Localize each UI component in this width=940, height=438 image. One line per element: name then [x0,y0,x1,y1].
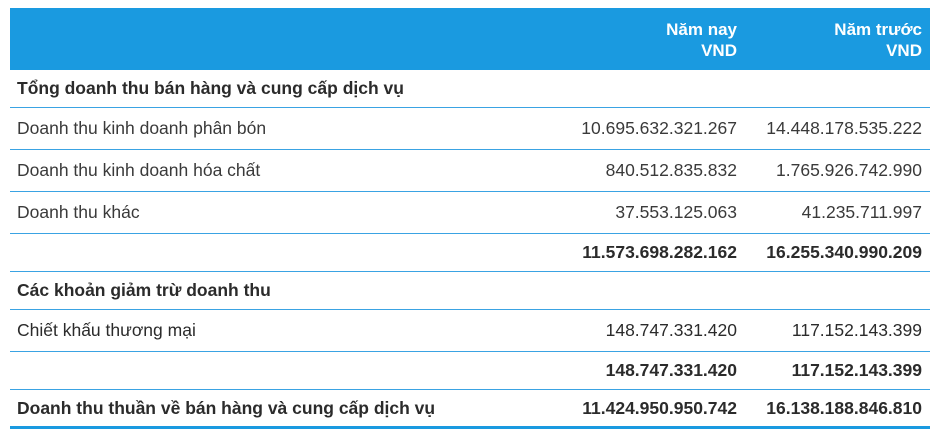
table-row [10,310,930,352]
row-label: Chiết khấu thương mại [17,320,196,340]
row-current-value: 10.695.632.321.267 [581,118,737,138]
header-previous-title: Năm trước [834,20,922,39]
row-current-value: 37.553.125.063 [615,202,737,222]
row-previous-value: 117.152.143.399 [791,320,922,340]
subtotal-previous-value: 16.255.340.990.209 [766,242,922,262]
row-current-value: 840.512.835.832 [605,160,737,180]
section-title-label: Tổng doanh thu bán hàng và cung cấp dịch vụ [17,78,404,98]
subtotal-current-value: 148.747.331.420 [605,360,737,380]
section-title-label: Các khoản giảm trừ doanh thu [17,280,271,300]
table-header [10,8,930,70]
revenue-subtotal-row [10,234,930,272]
row-label: Doanh thu kinh doanh hóa chất [17,160,261,180]
table-row [10,192,930,234]
section-title-deductions [10,272,930,310]
table-row [10,108,930,150]
row-previous-value: 41.235.711.997 [801,202,922,222]
section-title-revenue [10,70,930,108]
revenue-table [10,8,930,429]
row-previous-value: 14.448.178.535.222 [766,118,922,138]
subtotal-previous-value: 117.152.143.399 [791,360,922,380]
net-revenue-row [10,390,930,429]
header-current-year [497,8,747,70]
header-label-spacer [10,8,497,70]
net-previous-value: 16.138.188.846.810 [766,397,922,418]
row-previous-value: 1.765.926.742.990 [776,160,922,180]
header-current-unit: VND [701,41,737,60]
row-label: Doanh thu khác [17,202,140,222]
net-current-value: 11.424.950.950.742 [582,397,737,418]
deductions-subtotal-row [10,352,930,390]
table-row [10,150,930,192]
row-current-value: 148.747.331.420 [605,320,737,340]
subtotal-current-value: 11.573.698.282.162 [582,242,737,262]
row-label: Doanh thu kinh doanh phân bón [17,118,267,138]
header-current-title: Năm nay [666,20,737,39]
net-revenue-label: Doanh thu thuần về bán hàng và cung cấp dịch vụ [17,397,436,418]
header-previous-year [747,8,930,70]
header-previous-unit: VND [886,41,922,60]
